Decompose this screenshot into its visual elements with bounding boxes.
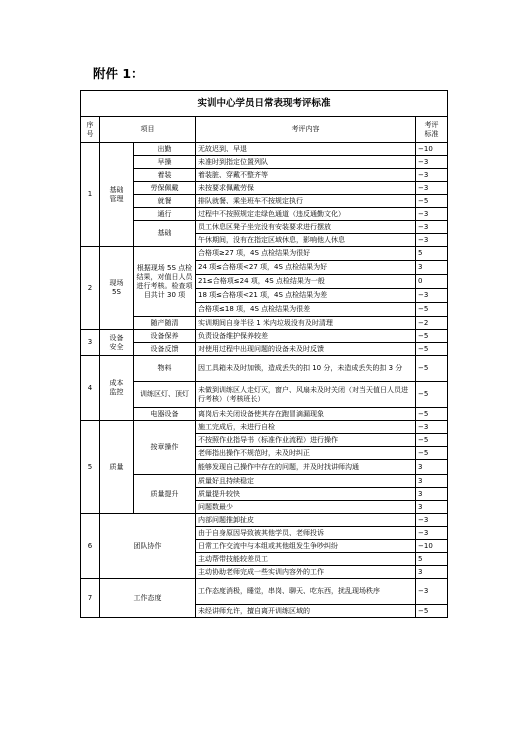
row-content: 24 项≤合格项<27 项，4S 点检结果为好 <box>196 261 416 275</box>
evaluation-table <box>80 90 448 618</box>
sub-item: 质量提升 <box>134 475 196 514</box>
group-name: 基础 管理 <box>100 143 134 247</box>
attachment-label: 附件 1： <box>93 66 144 81</box>
row-content: 老师指出操作不规范时，未及时纠正 <box>196 447 416 460</box>
sub-item: 早操 <box>134 156 196 169</box>
sub-item: 电器设备 <box>134 408 196 421</box>
row-score: 5 <box>416 553 448 566</box>
row-content: 着装脏、穿戴不整齐等 <box>196 169 416 182</box>
group-no: 3 <box>81 330 100 356</box>
row-score: −2 <box>416 317 448 330</box>
row-score: −3 <box>416 579 448 605</box>
group-name: 设备 安全 <box>100 330 134 356</box>
group-no: 5 <box>81 421 100 514</box>
row-content: 施工完成后，未进行自检 <box>196 421 416 434</box>
row-content: 实训期间自身半径 1 米内垃圾没有及时清理 <box>196 317 416 330</box>
group-name: 团队协作 <box>100 514 196 579</box>
group-name: 成本 监控 <box>100 356 134 421</box>
sub-item: 基础 <box>134 221 196 247</box>
row-content: 能够发现自己操作中存在的问题，并及时找讲师沟通 <box>196 460 416 475</box>
row-content: 未按要求佩戴劳保 <box>196 182 416 195</box>
row-score: −5 <box>416 605 448 618</box>
row-score: −5 <box>416 343 448 356</box>
row-score: −5 <box>416 195 448 208</box>
row-content: 18 项≤合格项<21 项，4S 点检结果为差 <box>196 289 416 303</box>
row-score: 5 <box>416 247 448 261</box>
row-content: 排队就餐、乘坐班车不按规定执行 <box>196 195 416 208</box>
row-score: −3 <box>416 234 448 247</box>
row-score: −5 <box>416 303 448 317</box>
group-name: 工作态度 <box>100 579 196 618</box>
row-content: 未经讲师允许，擅自离开训练区域的 <box>196 605 416 618</box>
row-content: 员工休息区凳子坐完没有安装要求进行摆放 <box>196 221 416 234</box>
row-score: −5 <box>416 330 448 343</box>
row-score: −5 <box>416 382 448 408</box>
row-score: −10 <box>416 143 448 156</box>
row-score: 3 <box>416 261 448 275</box>
row-content: 过程中不按照规定走绿色通道（违反通勤文化） <box>196 208 416 221</box>
header-score: 考评 标准 <box>416 117 448 143</box>
row-score: −5 <box>416 408 448 421</box>
row-score: −5 <box>416 447 448 460</box>
row-score: 3 <box>416 488 448 501</box>
row-content: 由于自身原因导致被其他学员、老师投诉 <box>196 527 416 540</box>
row-content: 合格项≥27 项，4S 点检结果为很好 <box>196 247 416 261</box>
header-item: 项目 <box>100 117 196 143</box>
row-score: −5 <box>416 434 448 447</box>
header-content: 考评内容 <box>196 117 416 143</box>
group-no: 6 <box>81 514 100 579</box>
group-no: 1 <box>81 143 100 247</box>
row-content: 质量提升较快 <box>196 488 416 501</box>
group-name: 质量 <box>100 421 134 514</box>
row-content: 离岗后未关闭设备使其存在跑冒滴漏现象 <box>196 408 416 421</box>
row-content: 未准时到指定位置列队 <box>196 156 416 169</box>
group-no: 7 <box>81 579 100 618</box>
row-score: 3 <box>416 501 448 514</box>
row-score: −3 <box>416 169 448 182</box>
row-content: 内部问题推卸扯皮 <box>196 514 416 527</box>
row-score: −10 <box>416 540 448 553</box>
sub-item: 就餐 <box>134 195 196 208</box>
group-name: 现场 5S <box>100 247 134 330</box>
row-content: 无故迟到、早退 <box>196 143 416 156</box>
sub-item: 根据现场 5S 点检结果，对值日人员进行考核。检查项目共计 30 项 <box>134 247 196 317</box>
row-content: 合格项≤18 项，4S 点检结果为很差 <box>196 303 416 317</box>
sub-item: 随产随清 <box>134 317 196 330</box>
row-content: 负责设备维护保养较差 <box>196 330 416 343</box>
row-score: −3 <box>416 514 448 527</box>
row-score: 3 <box>416 460 448 475</box>
row-content: 日常工作交流中与本组或其他组发生争吵纠纷 <box>196 540 416 553</box>
sub-item: 出勤 <box>134 143 196 156</box>
row-content: 问题数最少 <box>196 501 416 514</box>
row-score: 0 <box>416 275 448 289</box>
row-content: 主动帮带技能较差员工 <box>196 553 416 566</box>
sub-item: 物料 <box>134 356 196 382</box>
sub-item: 设备反馈 <box>134 343 196 356</box>
header-no: 序 号 <box>81 117 100 143</box>
row-content: 质量好且持续稳定 <box>196 475 416 488</box>
sub-item: 训练区灯、顶灯 <box>134 382 196 408</box>
row-content: 对使用过程中出现问题的设备未及时反馈 <box>196 343 416 356</box>
row-score: −3 <box>416 289 448 303</box>
row-score: −3 <box>416 221 448 234</box>
row-score: −3 <box>416 156 448 169</box>
row-content: 21≤合格项≤24 项，4S 点检结果为一般 <box>196 275 416 289</box>
row-score: −5 <box>416 356 448 382</box>
row-score: 3 <box>416 475 448 488</box>
sub-item: 劳保佩戴 <box>134 182 196 195</box>
row-content: 因工具箱未及时加锁，造成丢失的扣 10 分，未造成丢失的扣 3 分 <box>196 356 416 382</box>
row-score: −3 <box>416 527 448 540</box>
row-content: 主动协助老师完成一些实训内容外的工作 <box>196 566 416 579</box>
sub-item: 按章操作 <box>134 421 196 475</box>
row-content: 未做到训练区人走灯灭，窗户、风扇未及时关闭（对当天值日人员进行考核）（考核班长） <box>196 382 416 408</box>
row-score: −3 <box>416 421 448 434</box>
table-title: 实训中心学员日常表现考评标准 <box>81 91 448 117</box>
group-no: 2 <box>81 247 100 330</box>
group-no: 4 <box>81 356 100 421</box>
sub-item: 着装 <box>134 169 196 182</box>
sub-item: 设备保养 <box>134 330 196 343</box>
row-score: −3 <box>416 208 448 221</box>
row-content: 工作态度消极，睡觉，串岗、聊天、吃东西，扰乱现场秩序 <box>196 579 416 605</box>
row-content: 午休期间，没有在指定区域休息，影响他人休息 <box>196 234 416 247</box>
row-score: 3 <box>416 566 448 579</box>
row-score: −3 <box>416 182 448 195</box>
row-content: 不按照作业指导书（标准作业流程）进行操作 <box>196 434 416 447</box>
sub-item: 通行 <box>134 208 196 221</box>
